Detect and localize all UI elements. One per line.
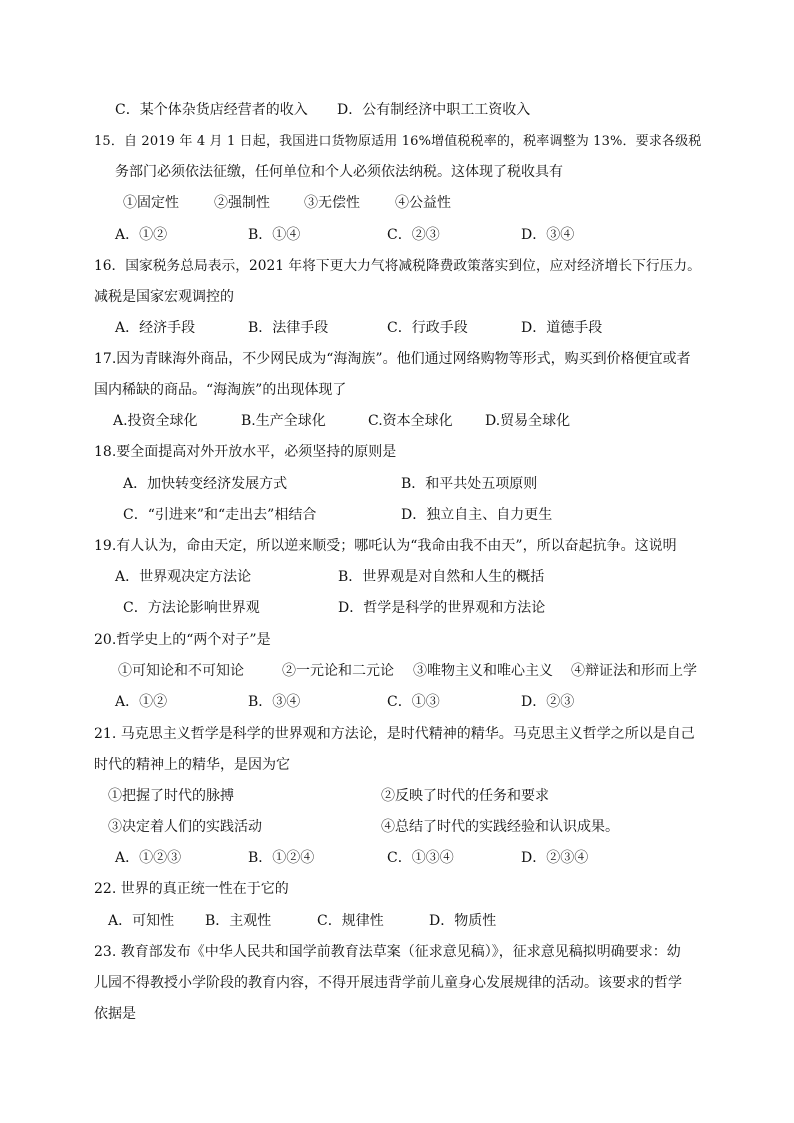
q15-option-a: A．①② — [115, 227, 168, 243]
q19-option-a: A．世界观决定方法论 — [115, 569, 252, 585]
q19-option-c: C．方法论影响世界观 — [123, 600, 260, 616]
question-18-options-row-1 — [0, 474, 794, 494]
q21-item-4: ④总结了时代的实践经验和认识成果。 — [381, 819, 619, 835]
q17-option-d: D.贸易全球化 — [485, 413, 571, 429]
q15-option-b: B．①④ — [248, 227, 301, 243]
q20-option-b: B．③④ — [248, 694, 301, 710]
question-15-stem-line-1: 15．自 2019 年 4 月 1 日起，我国进口货物原适用 16%增值税税率的，税率调整为 13%．要求各级税 — [94, 134, 702, 149]
q17-option-c: C.资本全球化 — [368, 413, 453, 429]
q20-item-3: ③唯物主义和唯心主义 — [413, 663, 553, 679]
q15-item-4: ④公益性 — [395, 195, 451, 211]
question-19-options-row-2 — [0, 598, 794, 618]
question-20-options — [0, 692, 794, 712]
q19-option-b: B．世界观是对自然和人生的概括 — [338, 569, 545, 585]
q22-option-c: C．规律性 — [317, 913, 384, 929]
question-17-options — [0, 411, 794, 431]
q20-item-2: ②一元论和二元论 — [282, 663, 394, 679]
question-21-stem-line-1: 21. 马克思主义哲学是科学的世界观和方法论，是时代精神的精华。马克思主义哲学之所以是自己 — [94, 726, 695, 742]
q21-item-3: ③决定着人们的实践活动 — [108, 819, 262, 835]
q20-option-c: C．①③ — [387, 694, 440, 710]
question-23-stem-line-2: 儿园不得教授小学阶段的教育内容，不得开展违背学前儿童身心发展规律的活动。该要求的哲学 — [94, 975, 682, 991]
q16-option-a: A．经济手段 — [115, 320, 196, 336]
question-22-stem: 22. 世界的真正统一性在于它的 — [94, 881, 289, 897]
q21-item-1: ①把握了时代的脉搏 — [108, 788, 234, 804]
q21-option-a: A．①②③ — [115, 850, 182, 866]
question-15-stem-line-2: 务部门必须依法征缴，任何单位和个人必须依法纳税。这体现了税收具有 — [115, 164, 563, 180]
q21-option-c: C．①③④ — [387, 850, 454, 866]
q16-option-d: D．道德手段 — [521, 320, 603, 336]
q18-option-d: D．独立自主、自力更生 — [401, 507, 553, 523]
q14-option-d: D．公有制经济中职工工资收入 — [337, 102, 531, 118]
q17-option-a: A.投资全球化 — [113, 413, 198, 429]
question-21-stem-line-2: 时代的精神上的精华，是因为它 — [94, 757, 290, 773]
question-22-options — [0, 911, 794, 931]
question-23-stem-line-1: 23. 教育部发布《中华人民共和国学前教育法草案（征求意见稿）》，征求意见稿拟明确要求：幼 — [94, 944, 681, 960]
q16-option-b: B．法律手段 — [248, 320, 329, 336]
q17-option-b: B.生产全球化 — [241, 413, 326, 429]
q14-option-c: C．某个体杂货店经营者的收入 — [115, 102, 308, 118]
question-17-stem-line-2: 国内稀缺的商品。“海淘族”的出现体现了 — [94, 382, 347, 398]
q21-item-2: ②反映了时代的任务和要求 — [381, 788, 549, 804]
q18-option-b: B．和平共处五项原则 — [401, 476, 538, 492]
question-16-stem-line-2: 减税是国家宏观调控的 — [94, 289, 234, 305]
question-23-stem-line-3: 依据是 — [94, 1006, 136, 1022]
question-19-options-row-1 — [0, 567, 794, 587]
question-20-stem: 20.哲学史上的“两个对子”是 — [94, 632, 271, 648]
question-16-stem-line-1: 16．国家税务总局表示，2021 年将下更大力气将减税降费政策落实到位，应对经济增长下行压力。 — [94, 258, 701, 274]
question-19-stem: 19.有人认为，命由天定，所以逆来顺受；哪吒认为“我命由我不由天”，所以奋起抗争。这说明 — [94, 538, 677, 554]
question-16-options — [0, 318, 794, 338]
q15-option-c: C．②③ — [387, 227, 440, 243]
question-21-items-row-1 — [0, 786, 794, 806]
q20-option-a: A．①② — [115, 694, 168, 710]
q15-item-2: ②强制性 — [214, 195, 270, 211]
q20-item-1: ①可知论和不可知论 — [118, 663, 244, 679]
q19-option-d: D．哲学是科学的世界观和方法论 — [338, 600, 546, 616]
question-18-stem: 18.要全面提高对外开放水平，必须坚持的原则是 — [94, 444, 397, 460]
question-15-items — [0, 193, 794, 213]
q15-item-3: ③无偿性 — [304, 195, 360, 211]
q20-item-4: ④辩证法和形而上学 — [571, 663, 697, 679]
q15-option-d: D．③④ — [521, 227, 575, 243]
question-20-items — [0, 661, 794, 681]
question-21-options — [0, 848, 794, 868]
question-21-items-row-2 — [0, 817, 794, 837]
q18-option-c: C．“引进来”和“走出去”相结合 — [123, 507, 317, 523]
q22-option-d: D．物质性 — [429, 913, 497, 929]
q18-option-a: A．加快转变经济发展方式 — [123, 476, 288, 492]
q22-option-a: A．可知性 — [108, 913, 175, 929]
q21-option-b: B．①②④ — [248, 850, 315, 866]
q21-option-d: D．②③④ — [521, 850, 589, 866]
q15-item-1: ①固定性 — [123, 195, 179, 211]
question-18-options-row-2 — [0, 505, 794, 525]
q20-option-d: D．②③ — [521, 694, 575, 710]
q16-option-c: C．行政手段 — [387, 320, 468, 336]
question-17-stem-line-1: 17.因为青睐海外商品，不少网民成为“海淘族”。他们通过网络购物等形式，购买到价格便宜或者 — [94, 351, 691, 367]
question-14-options — [0, 100, 794, 120]
q22-option-b: B．主观性 — [205, 913, 272, 929]
question-15-options — [0, 225, 794, 245]
